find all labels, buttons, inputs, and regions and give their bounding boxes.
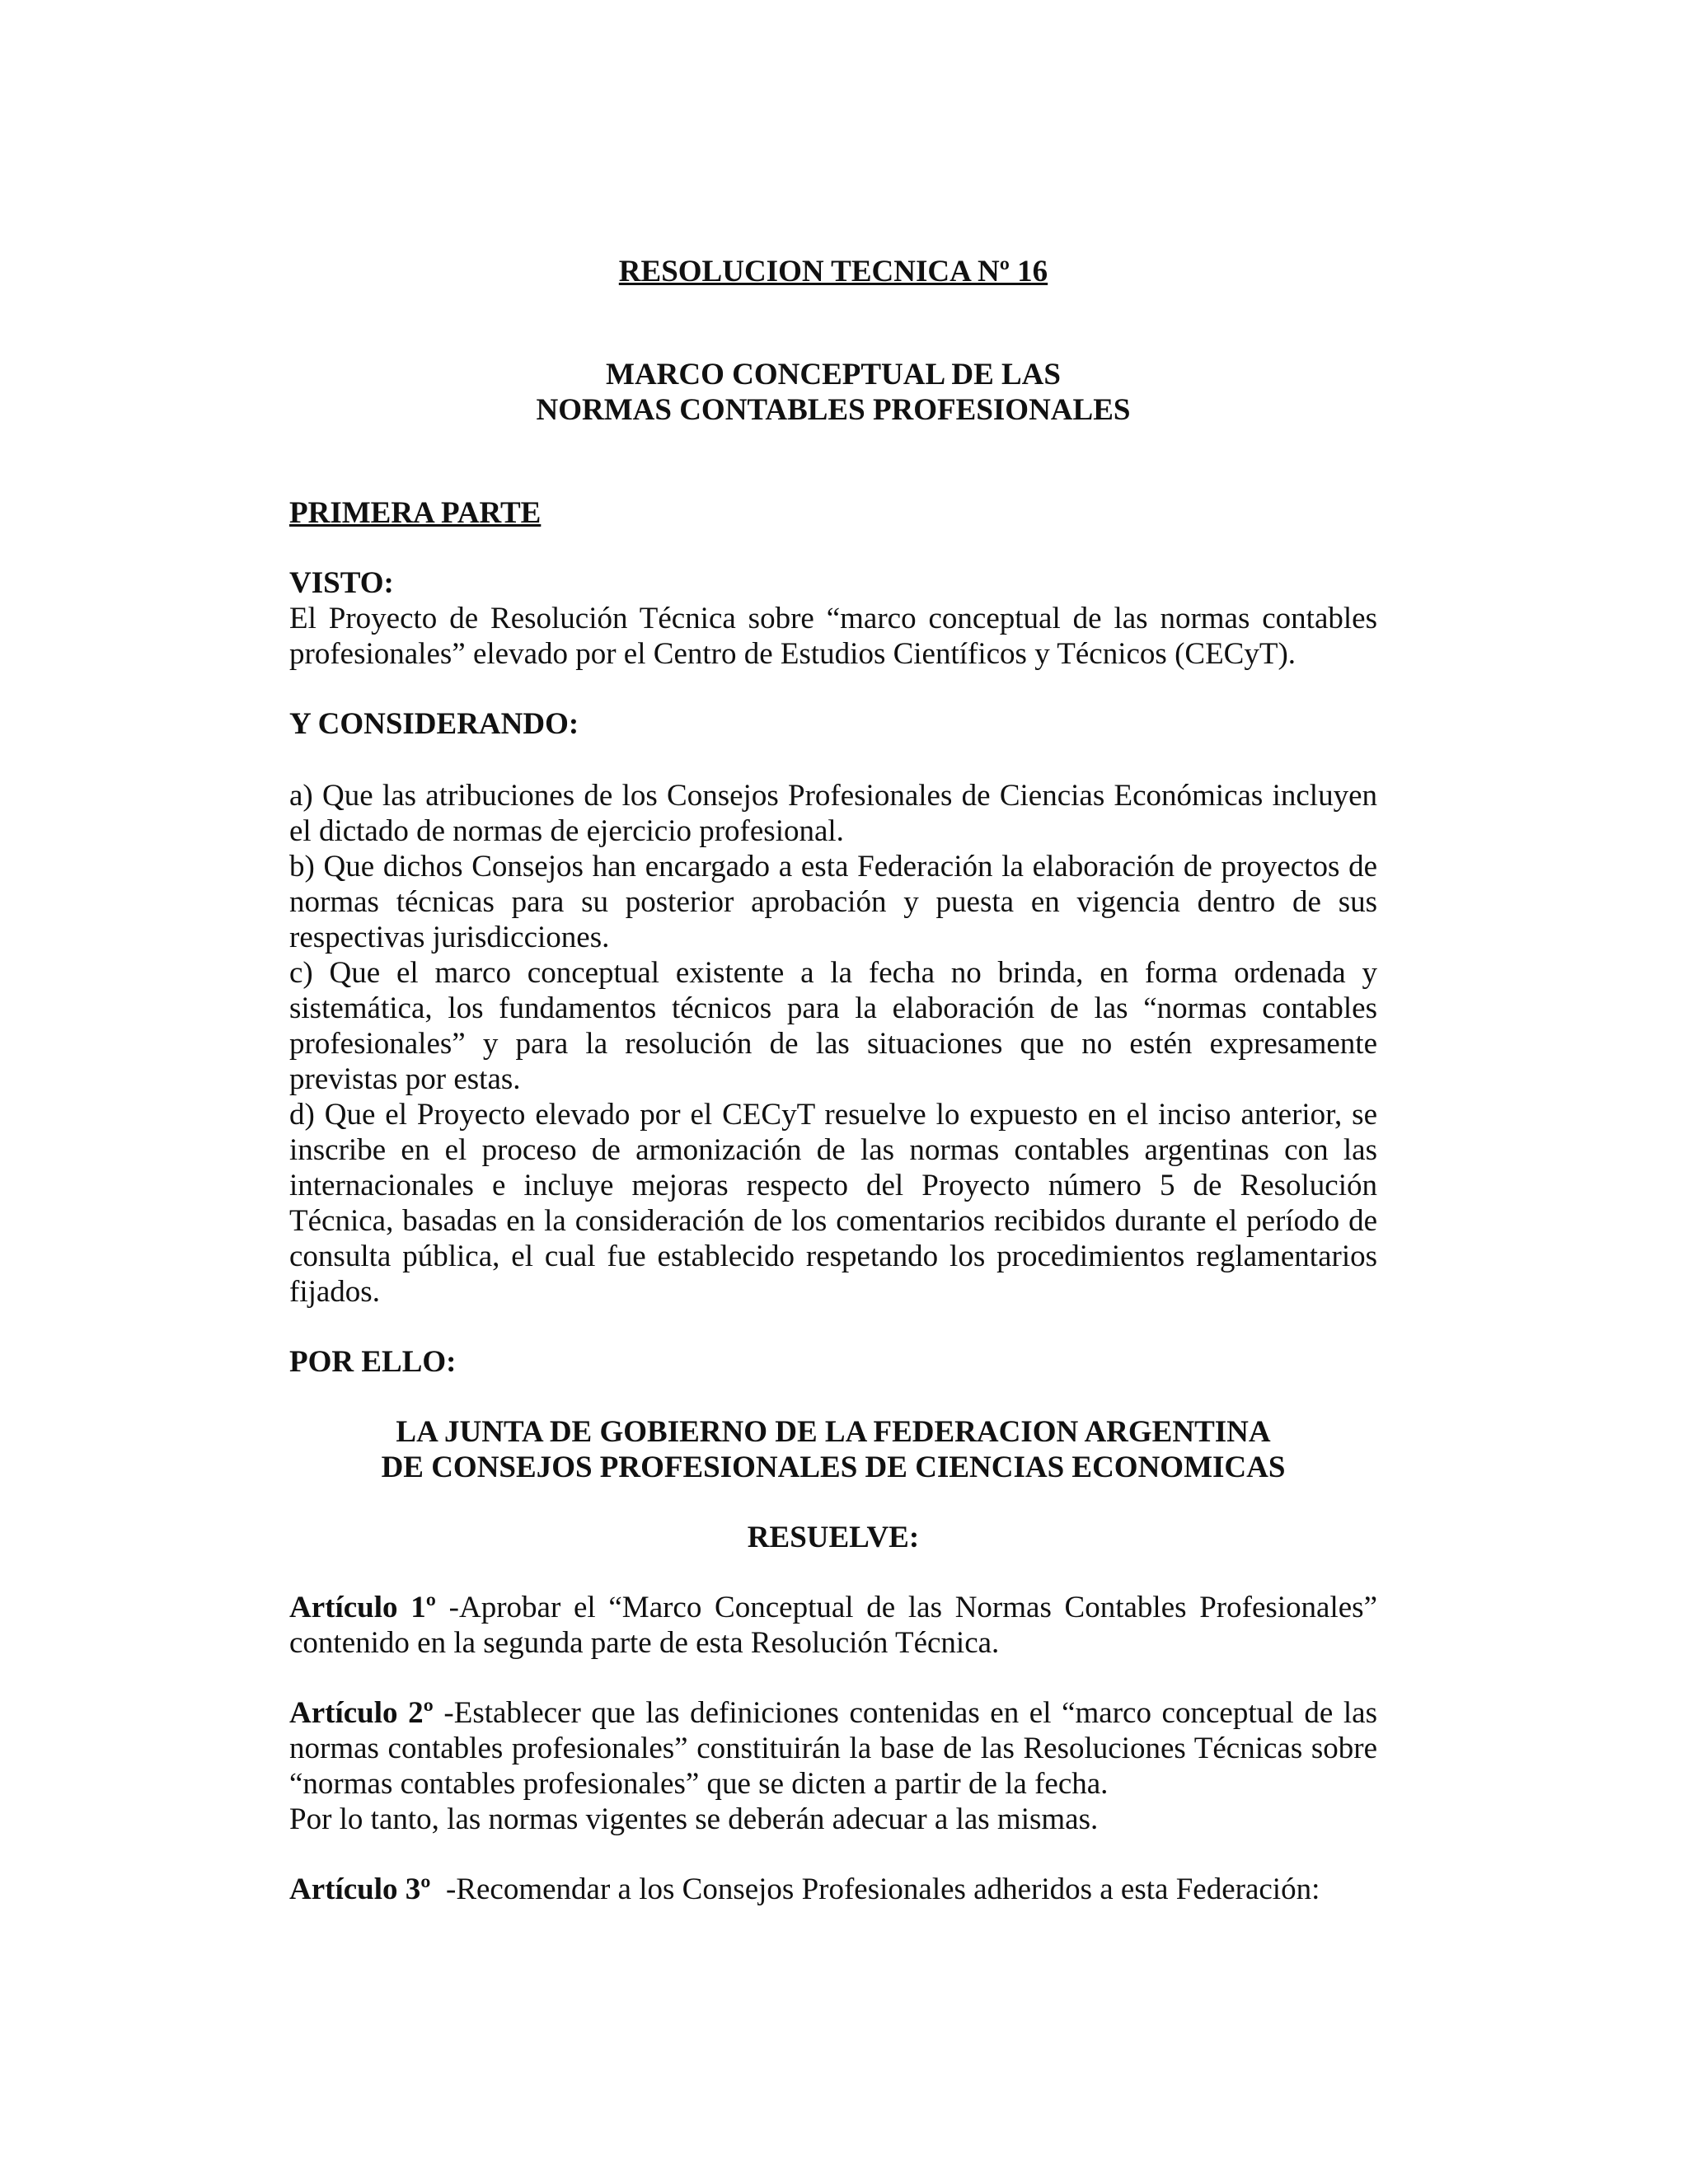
articulo-2-paragraph [289,1695,1377,1802]
considerando-item-d: d) Que el Proyecto elevado por el CECyT resuelve lo expuesto en el inciso anterior, se inscribe en el proceso de armonización de las normas contables argentinas con las internacionales e incluye mejoras respecto del Proyecto número 5 de Resolución Técnica, basadas en la consideración de los comentarios recibidos durante el período de consulta pública, el cual fue establecido respetando los procedimientos reglamentarios fijados. [289,1098,1377,1309]
considerando-heading: Y CONSIDERANDO: [289,707,579,741]
articulo-3 [289,1872,1377,1907]
visto-text: El Proyecto de Resolución Técnica sobre “marco conceptual de las normas contables profesionales” elevado por el Centro de Estudios Científicos y Técnicos (CECyT). [289,602,1377,671]
document-subtitle [289,357,1377,428]
articulo-3-label: Artículo 3º [289,1872,431,1906]
junta-heading [289,1414,1377,1485]
articulo-1-label: Artículo 1º [289,1591,436,1624]
document-body [289,247,1377,1907]
articulo-2-label: Artículo 2º [289,1696,434,1730]
subtitle-line-2: NORMAS CONTABLES PROFESIONALES [536,393,1131,427]
visto-section [289,565,1377,672]
visto-heading: VISTO: [289,566,394,600]
considerando-item-b: b) Que dichos Consejos han encargado a esta Federación la elaboración de proyectos de normas técnicas para su posterior aprobación y puesta en vigencia dentro de sus respectivas jurisdicciones. [289,850,1377,954]
articulo-2-text: -Establecer que las definiciones contenidas en el “marco conceptual de las normas contables profesionales” constituirán la base de las Resoluciones Técnicas sobre “normas contables profesionales” que se dicten a partir de la fecha. [289,1696,1377,1801]
considerando-item-c: c) Que el marco conceptual existente a la fecha no brinda, en forma ordenada y sistemática, los fundamentos técnicos para la elaboración de las “normas contables profesionales” y para la resolución de las situaciones que no estén expresamente previstas por estas. [289,956,1377,1096]
part-heading: PRIMERA PARTE [289,496,542,530]
considerando-list [289,778,1377,1310]
subtitle-line-1: MARCO CONCEPTUAL DE LAS [606,358,1061,391]
articulo-2-extra: Por lo tanto, las normas vigentes se deberán adecuar a las mismas. [289,1802,1099,1836]
articulo-1 [289,1590,1377,1661]
resuelve-heading: RESUELVE: [747,1521,920,1554]
junta-line-2: DE CONSEJOS PROFESIONALES DE CIENCIAS ECONOMICAS [381,1451,1286,1484]
articulo-3-text: -Recomendar a los Consejos Profesionales adheridos a esta Federación: [430,1872,1320,1906]
considerando-item-a: a) Que las atribuciones de los Consejos Profesionales de Ciencias Económicas incluyen el dictado de normas de ejercicio profesional. [289,779,1377,848]
articulo-2 [289,1695,1377,1837]
por-ello-heading: POR ELLO: [289,1345,457,1379]
junta-line-1: LA JUNTA DE GOBIERNO DE LA FEDERACION ARGENTINA [396,1415,1271,1449]
articulo-1-text: -Aprobar el “Marco Conceptual de las Normas Contables Profesionales” contenido en la segunda parte de esta Resolución Técnica. [289,1591,1377,1660]
document-title: RESOLUCION TECNICA Nº 16 [618,255,1048,288]
